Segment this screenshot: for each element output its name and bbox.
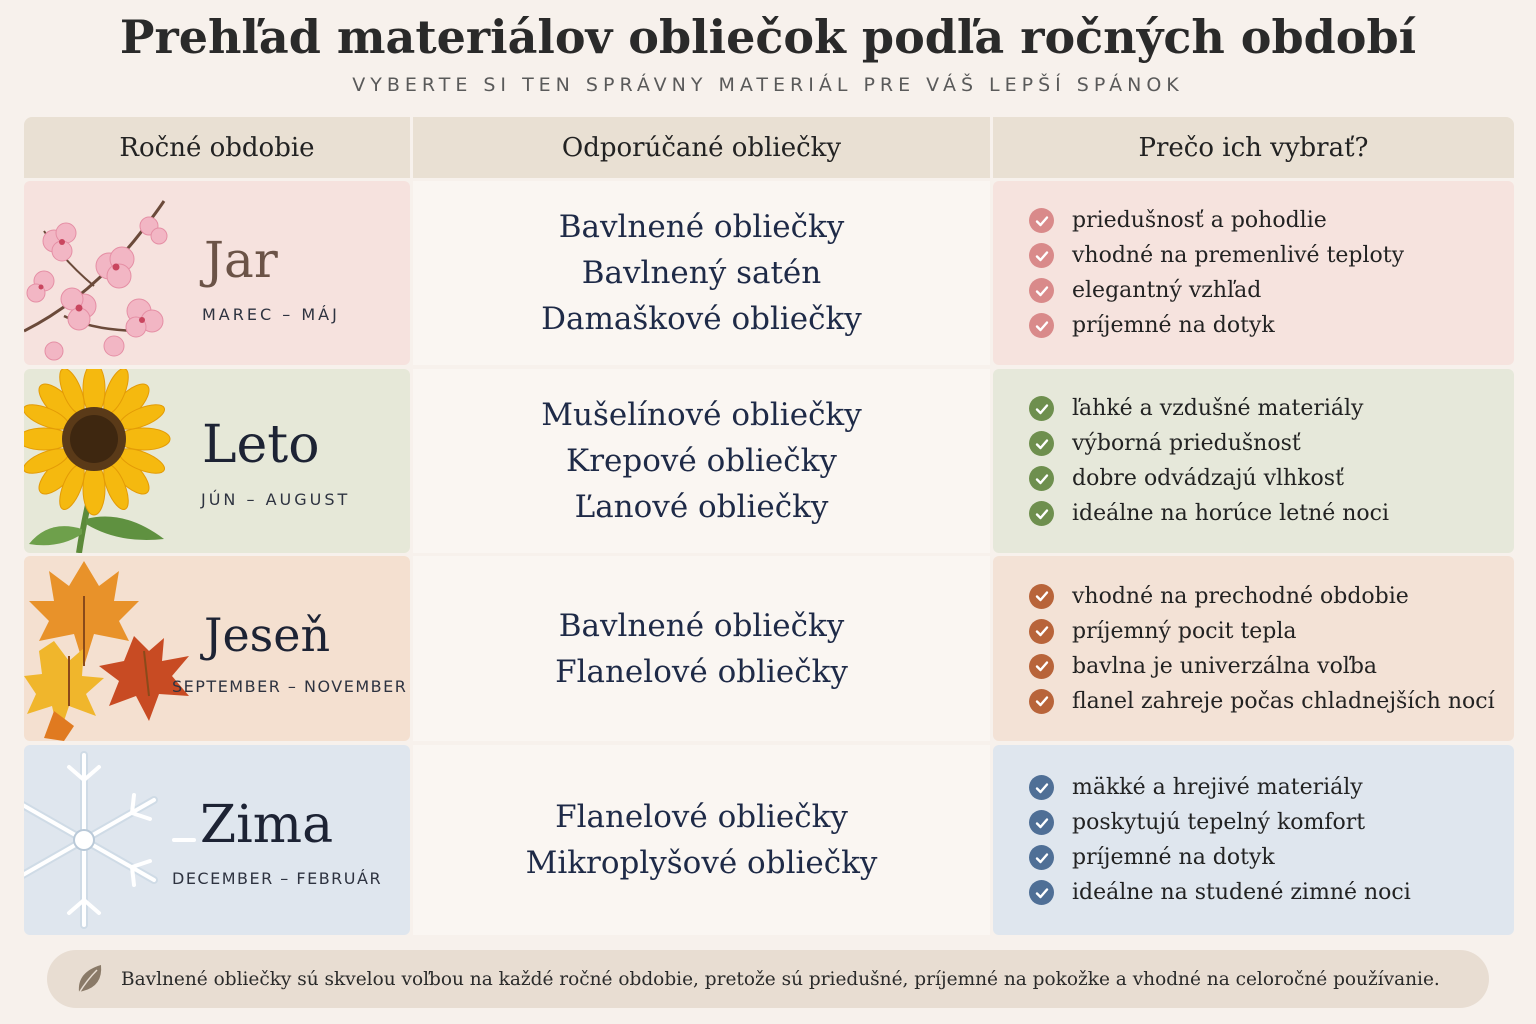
cherry-blossom-icon (24, 181, 199, 365)
season-row-winter (24, 745, 1514, 935)
reason-item (1029, 496, 1514, 531)
check-icon (1029, 208, 1054, 233)
reason-text: mäkké a hrejivé materiály (1072, 775, 1363, 800)
reason-item (1029, 649, 1514, 684)
season-months: SEPTEMBER – NOVEMBER (172, 677, 408, 696)
check-icon (1029, 431, 1054, 456)
page-title: Prehľad materiálov obliečok podľa ročných období (119, 10, 1417, 64)
season-name: Jeseň (204, 608, 331, 662)
reason-text: flanel zahreje počas chladnejších nocí (1072, 688, 1495, 714)
check-icon (1029, 654, 1054, 679)
material-item: Mušelínové obliečky (541, 397, 862, 433)
material-item: Damaškové obliečky (541, 301, 862, 337)
header-why: Prečo ich vybrať? (993, 117, 1514, 178)
reason-item (1029, 308, 1514, 343)
check-icon (1029, 396, 1054, 421)
material-item: Bavlnené obliečky (558, 209, 845, 245)
reason-text: príjemné na dotyk (1072, 313, 1275, 338)
season-months: DECEMBER – FEBRUÁR (172, 869, 383, 888)
check-icon (1029, 501, 1054, 526)
reason-text: výborná priedušnosť (1072, 431, 1301, 456)
reason-item (1029, 684, 1514, 719)
materials-list (413, 745, 990, 935)
header-season: Ročné obdobie (24, 117, 410, 178)
autumn-leaves-icon (24, 556, 199, 741)
reason-text: vhodné na prechodné obdobie (1072, 583, 1409, 609)
check-icon (1029, 880, 1054, 905)
reasons-list (993, 556, 1514, 741)
reason-text: bavlna je univerzálna voľba (1072, 653, 1378, 679)
reason-text: príjemný pocit tepla (1072, 618, 1297, 644)
material-item: Bavlnený satén (581, 255, 822, 291)
header-recommended: Odporúčané obliečky (413, 117, 990, 178)
reason-item (1029, 579, 1514, 614)
footer-text: Bavlnené obliečky sú skvelou voľbou na každé ročné obdobie, pretože sú priedušné, príjemné na pokožke a vhodné na celoročné používanie. (121, 968, 1440, 990)
reason-text: ideálne na studené zimné noci (1072, 880, 1411, 905)
season-cell (24, 745, 410, 935)
reason-text: príjemné na dotyk (1072, 845, 1275, 870)
reasons-list (993, 181, 1514, 365)
check-icon (1029, 845, 1054, 870)
materials-list (413, 556, 990, 741)
reason-item (1029, 805, 1514, 840)
reason-item (1029, 238, 1514, 273)
reason-item (1029, 273, 1514, 308)
reason-text: priedušnosť a pohodlie (1072, 208, 1327, 233)
reason-text: elegantný vzhľad (1072, 278, 1262, 303)
check-icon (1029, 810, 1054, 835)
reason-item (1029, 614, 1514, 649)
season-name: Jar (204, 231, 278, 289)
sunflower-icon (24, 369, 199, 553)
check-icon (1029, 619, 1054, 644)
season-row-autumn (24, 556, 1514, 741)
material-item: Mikroplyšové obliečky (525, 845, 878, 881)
reason-item (1029, 770, 1514, 805)
season-row-summer (24, 369, 1514, 553)
check-icon (1029, 243, 1054, 268)
check-icon (1029, 278, 1054, 303)
reasons-list (993, 369, 1514, 553)
season-row-spring (24, 181, 1514, 365)
materials-list (413, 369, 990, 553)
leaf-icon (75, 962, 105, 996)
page-subtitle: VYBERTE SI TEN SPRÁVNY MATERIÁL PRE VÁŠ LEPŠÍ SPÁNOK (352, 74, 1184, 96)
reason-item (1029, 840, 1514, 875)
check-icon (1029, 775, 1054, 800)
season-months: JÚN – AUGUST (201, 490, 351, 509)
reason-item (1029, 426, 1514, 461)
reason-text: dobre odvádzajú vlhkosť (1072, 466, 1344, 491)
season-cell (24, 369, 410, 553)
material-item: Flanelové obliečky (555, 799, 848, 835)
footer-note (47, 950, 1489, 1008)
check-icon (1029, 466, 1054, 491)
check-icon (1029, 313, 1054, 338)
material-item: Bavlnené obliečky (558, 607, 845, 644)
season-cell (24, 181, 410, 365)
reason-item (1029, 203, 1514, 238)
material-item: Krepové obliečky (566, 443, 837, 479)
reason-item (1029, 391, 1514, 426)
reason-text: vhodné na premenlivé teploty (1072, 243, 1405, 268)
season-months: MAREC – MÁJ (202, 305, 340, 324)
check-icon (1029, 689, 1054, 714)
reason-text: ľahké a vzdušné materiály (1072, 396, 1364, 421)
reason-item (1029, 461, 1514, 496)
reason-text: ideálne na horúce letné noci (1072, 501, 1390, 526)
season-cell (24, 556, 410, 741)
materials-list (413, 181, 990, 365)
check-icon (1029, 584, 1054, 609)
material-item: Flanelové obliečky (555, 653, 848, 690)
season-name: Leto (202, 415, 320, 475)
reason-text: poskytujú tepelný komfort (1072, 810, 1366, 835)
season-name: Zima (200, 795, 334, 855)
reasons-list (993, 745, 1514, 935)
reason-item (1029, 875, 1514, 910)
snowflake-icon (24, 745, 199, 935)
material-item: Ľanové obliečky (574, 489, 829, 525)
